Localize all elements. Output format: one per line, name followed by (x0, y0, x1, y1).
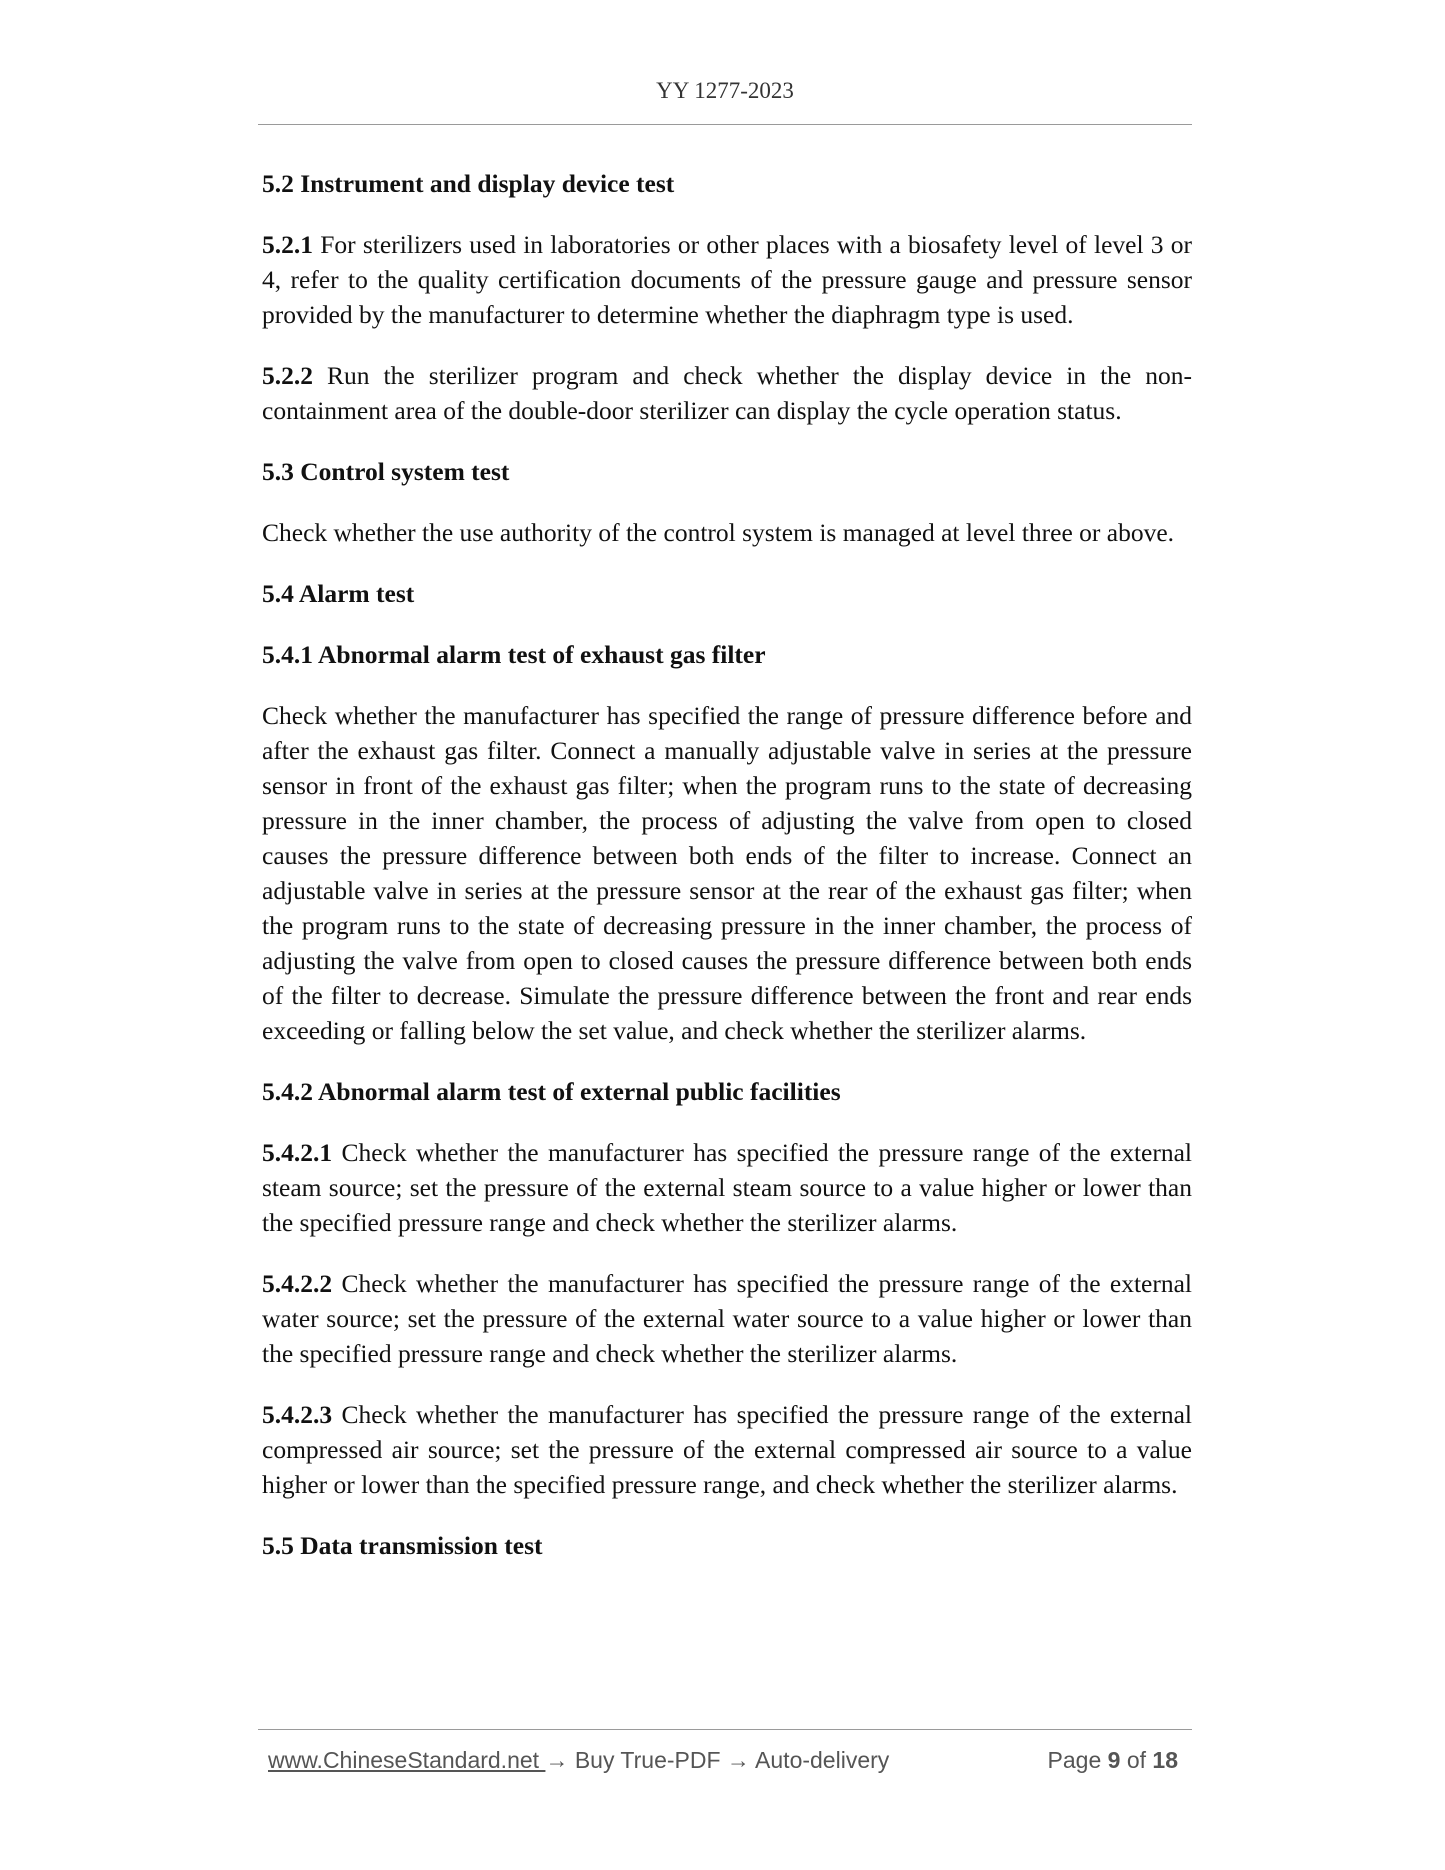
heading-5-5: 5.5 Data transmission test (262, 1531, 543, 1560)
clause-5-3-text: Check whether the use authority of the control system is managed at level three or above. (262, 518, 1175, 547)
clause-text: For sterilizers used in laboratories or other places with a biosafety level of level 3 or 4, refer to the quality certification documents of the pressure gauge and pressure sensor provided by the manufacturer to determine whether the diaphragm type is used. (262, 230, 1192, 329)
clause-text: Check whether the manufacturer has specified the pressure range of the external water source; set the pressure of the external water source to a value higher or lower than the specified pressure range and check whether the sterilizer alarms. (262, 1269, 1192, 1368)
page-number: 9 (1107, 1747, 1121, 1773)
clause-text: Run the sterilizer program and check whether the display device in the non-containment area of the double-door sterilizer can display the cycle operation status. (262, 361, 1192, 425)
footer-tagline: → Buy True-PDF → Auto-delivery (545, 1747, 890, 1773)
chinesestandard-link[interactable]: www.ChineseStandard.net (268, 1747, 546, 1773)
document-header-title: YY 1277-2023 (656, 78, 794, 103)
heading-5-4-2: 5.4.2 Abnormal alarm test of external public facilities (262, 1077, 841, 1106)
clause-text: Check whether the manufacturer has specified the pressure range of the external steam source; set the pressure of the external steam source to a value higher or lower than the specified pressure range and check whether the sterilizer alarms. (262, 1138, 1192, 1237)
clause-5-2-1 (262, 227, 1192, 332)
clause-5-4-2-1 (262, 1135, 1192, 1240)
footer-divider (258, 1729, 1192, 1730)
clause-number: 5.4.2.2 (262, 1269, 333, 1298)
heading-5-2: 5.2 Instrument and display device test (262, 169, 675, 198)
of-label: of (1126, 1747, 1147, 1773)
clause-5-2-2 (262, 358, 1192, 428)
header-divider (258, 124, 1192, 125)
heading-5-4: 5.4 Alarm test (262, 579, 415, 608)
heading-5-3: 5.3 Control system test (262, 457, 510, 486)
document-footer (268, 1747, 1182, 1779)
page-indicator (1048, 1747, 1178, 1774)
clause-number: 5.4.2.3 (262, 1400, 333, 1429)
page-label: Page (1047, 1747, 1102, 1773)
clause-text: Check whether the manufacturer has specified the pressure range of the external compressed air source; set the pressure of the external compressed air source to a value higher or lower than the specified pressure range, and check whether the sterilizer alarms. (262, 1400, 1192, 1499)
footer-promo (268, 1747, 889, 1774)
document-body (262, 166, 1192, 1589)
total-pages: 18 (1152, 1747, 1178, 1773)
clause-5-4-1-text: Check whether the manufacturer has specified the range of pressure difference before and after the exhaust gas filter. Connect a manually adjustable valve in series at the pressure sensor in front of the exhaust gas filter; when the program runs to the state of decreasing pressure in the inner chamber, the process of adjusting the valve from open to closed causes the pressure difference between both ends of the filter to increase. Connect an adjustable valve in series at the pressure sensor at the rear of the exhaust gas filter; when the program runs to the state of decreasing pressure in the inner chamber, the process of adjusting the valve from open to closed causes the pressure difference between both ends of the filter to decrease. Simulate the pressure difference between the front and rear ends exceeding or falling below the set value, and check whether the sterilizer alarms. (262, 701, 1192, 1045)
clause-number: 5.2.2 (262, 361, 313, 390)
clause-5-4-2-3 (262, 1397, 1192, 1502)
heading-5-4-1: 5.4.1 Abnormal alarm test of exhaust gas filter (262, 640, 766, 669)
clause-number: 5.2.1 (262, 230, 313, 259)
clause-number: 5.4.2.1 (262, 1138, 333, 1167)
clause-5-4-2-2 (262, 1266, 1192, 1371)
